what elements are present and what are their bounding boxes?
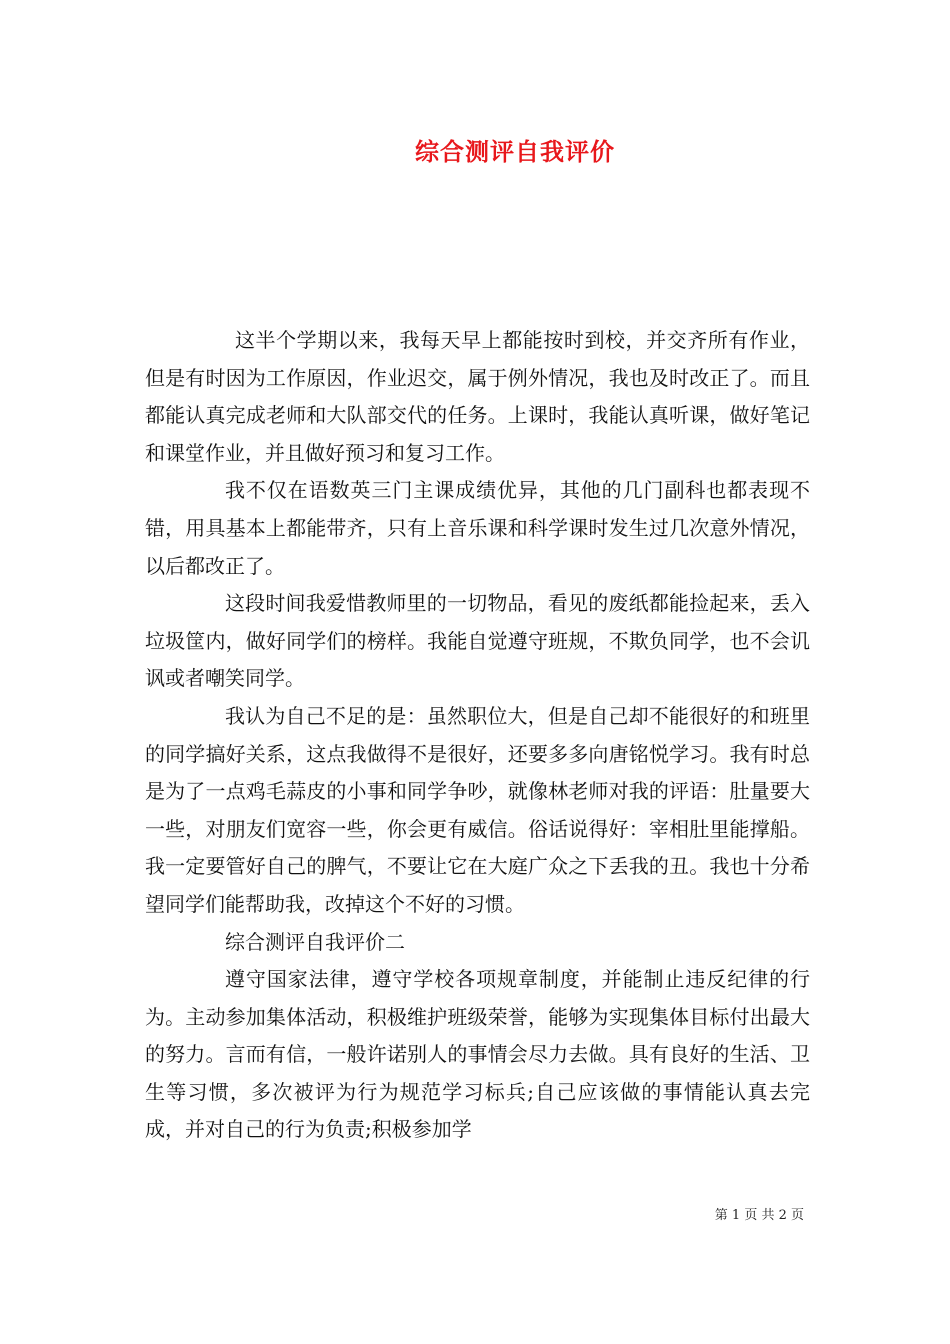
- paragraph: 我认为自己不足的是：虽然职位大，但是自己却不能很好的和班里的同学搞好关系，这点我做得不是很好，还要多多向唐铭悦学习。我有时总是为了一点鸡毛蒜皮的小事和同学争吵，就像林老师对我的评语：肚量要大一些，对朋友们宽容一些，你会更有威信。俗话说得好：宰相肚里能撑船。我一定要管好自己的脾气，不要让它在大庭广众之下丢我的丑。我也十分希望同学们能帮助我，改掉这个不好的习惯。: [145, 703, 810, 916]
- page-footer: 第 1 页 共 2 页: [714, 1208, 804, 1223]
- paragraph: 遵守国家法律，遵守学校各项规章制度，并能制止违反纪律的行为。主动参加集体活动，积极维护班级荣誉，能够为实现集体目标付出最大的努力。言而有信，一般许诺别人的事情会尽力去做。具有良好的生活、卫生等习惯，多次被评为行为规范学习标兵;自己应该做的事情能认真去完成，并对自己的行为负责;积极参加学: [145, 967, 810, 1142]
- section-heading: 综合测评自我评价二: [225, 929, 405, 954]
- document-body: [145, 322, 810, 1149]
- document-title: 综合测评自我评价: [415, 137, 615, 166]
- paragraph: 这半个学期以来，我每天早上都能按时到校，并交齐所有作业，但是有时因为工作原因，作业迟交，属于例外情况，我也及时改正了。而且都能认真完成老师和大队部交代的任务。上课时，我能认真听课，做好笔记和课堂作业，并且做好预习和复习工作。: [145, 328, 810, 465]
- paragraph: 我不仅在语数英三门主课成绩优异，其他的几门副科也都表现不错，用具基本上都能带齐，只有上音乐课和科学课时发生过几次意外情况，以后都改正了。: [145, 478, 810, 578]
- paragraph: 这段时间我爱惜教师里的一切物品，看见的废纸都能捡起来，丢入垃圾筐内，做好同学们的榜样。我能自觉遵守班规，不欺负同学，也不会讥讽或者嘲笑同学。: [145, 591, 810, 691]
